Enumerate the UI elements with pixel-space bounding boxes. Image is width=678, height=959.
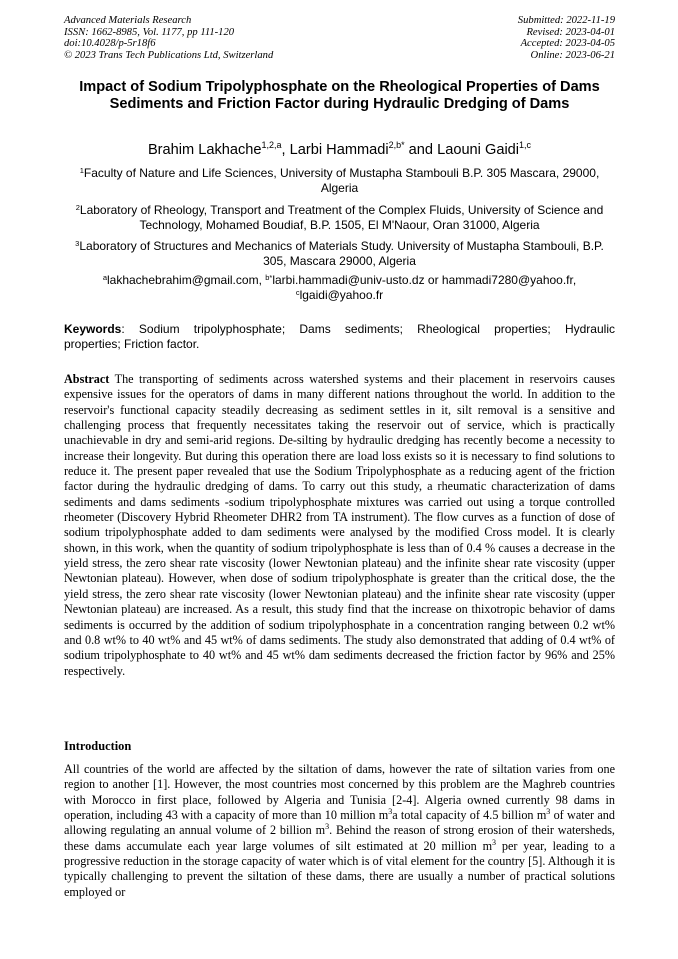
keywords-text: : Sodium tripolyphosphate; Dams sediments; Rheological properties; Hydraulic	[121, 322, 615, 336]
affiliation-text: Laboratory of Structures and Mechanics of Materials Study. University of Mustapha Stambouli, B.P. 305, Mascara 29000, Algeria	[79, 239, 604, 268]
abstract-text: The transporting of sediments across watershed systems and their placement in reservoirs causes expensive issues for the operators of dams in many different nations throughout the world. In addition to the reservoir's functional capacity steadily decreasing as sediment settles in it, silt removal is a sensitive and challenging process that frequently necessitates taking the reservoir out of service, which is practically unachievable in dry and semi-arid regions. De-silting by hydraulic dredging has recently become a necessity to increase their longevity. But during this operation there are load loss exists so it is necessary to find solutions to reduce it. The present paper revealed that use the Sodium Tripolyphosphate as a reducing agent of the friction factor during the hydraulic dredging of dams. To carry out this study, a rheumatic characterization of dams sediments and dams sediments -sodium tripolyphosphate mixtures was carried out using a torque controlled rheometer (Discovery Hybrid Rheometer DHR2 from TA instrument). The flow curves as a function of dose of sodium tripolyphosphate added to dam sediments were analysed by the modified Cross model. It is clearly shown, in this work, when the quantity of sodium tripolyphosphate is less than of 0.4 % causes a decrease in the yield stress, the zero shear rate viscosity (lower Newtonian plateau) and the infinite shear rate viscosity (upper Newtonian plateau). However, when dose of sodium tripolyphosphate is greater than the critical dose, the the yield stress, the zero shear rate viscosity (lower Newtonian plateau) and the infinite shear rate viscosity (upper Newtonian plateau) are increased. As a result, this study find that the increase on thixotropic behavior of dams sediments is occurred by the addition of sodium tripolyphosphate in a concentration ranging between 0.2 wt% and 0.8 wt% to 40 wt% and 45 wt% of dams sediments. The study also demonstrated that adding of 0.4 wt% of sodium tripolyphosphate to 40 wt% and 45 wt% dam sediments decreased the friction factor by 96% and 25% respectively.	[64, 372, 615, 678]
superscript: 3	[492, 837, 497, 847]
author-emails	[64, 273, 615, 303]
author-affiliation-mark: 2,b*	[388, 140, 405, 150]
email-separator: ,	[258, 273, 266, 287]
introduction-paragraph	[64, 762, 615, 900]
author-name: Larbi Hammadi	[289, 142, 389, 158]
accepted-date: Accepted: 2023-04-05	[520, 38, 615, 50]
copyright: © 2023 Trans Tech Publications Ltd, Switzerland	[64, 49, 274, 61]
author-separator: ,	[281, 142, 290, 158]
affiliation-number: 3	[75, 239, 80, 248]
author-name: Laouni Gaidi	[437, 142, 520, 158]
section-heading-introduction: Introduction	[64, 739, 132, 753]
author-affiliation-mark: 1,c	[519, 140, 532, 150]
abstract	[64, 372, 615, 679]
affiliation-number: 1	[79, 166, 84, 175]
paper-title: Impact of Sodium Tripolyphosphate on the Rheological Properties of Dams Sediments and Friction Factor during Hydraulic Dredging of Dams	[79, 79, 600, 113]
email-mark: a	[102, 273, 107, 282]
keywords	[64, 322, 615, 352]
revised-date: Revised: 2023-04-01	[526, 26, 615, 38]
publication-dates	[415, 15, 615, 61]
affiliation-number: 2	[75, 203, 80, 212]
paragraph-text: of water and allowing regulating an annual volume of 2 billion m	[64, 808, 615, 838]
doi: doi:10.4028/p-5r18f6	[64, 38, 156, 50]
superscript: 3	[325, 822, 330, 832]
abstract-label: Abstract	[64, 372, 110, 386]
author-separator: and	[404, 142, 438, 158]
affiliation-text: Faculty of Nature and Life Sciences, University of Mustapha Stambouli B.P. 305 Mascara, 29000, Algeria	[83, 166, 600, 195]
issn: ISSN: 1662-8985, Vol. 1177, pp 111-120	[64, 26, 235, 38]
email-address[interactable]: lgaidi@yahoo.fr	[299, 288, 384, 302]
affiliation	[64, 239, 615, 269]
superscript: 3	[546, 807, 551, 817]
keywords-label: Keywords	[64, 322, 122, 336]
email-address[interactable]: lakhachebrahim@gmail.com	[106, 273, 259, 287]
keywords-line: properties; Friction factor.	[64, 337, 200, 351]
paragraph-text: a total capacity of 4.5 billion m	[392, 808, 547, 823]
author-affiliation-mark: 1,2,a	[261, 140, 282, 150]
paragraph-text: per year, leading to a progressive reduction in the storage capacity of water which is of vital element for the country [5]. Although it is typically challenging to prevent the siltation of these dams, there are usually a number of practical solutions employed or	[64, 838, 615, 899]
affiliation	[64, 203, 615, 233]
superscript: 3	[388, 807, 393, 817]
paragraph-text: . Behind the reason of strong erosion of their watersheds, these dams accumulate each year large volumes of silt estimated at 20 million m	[64, 823, 615, 853]
keywords-line	[64, 322, 615, 337]
affiliation-text: Laboratory of Rheology, Transport and Treatment of the Complex Fluids, University of Science and Technology, Mohamed Boudiaf, B.P. 1505, El M'Naour, Oran 31000, Algeria	[79, 203, 604, 232]
submitted-date: Submitted: 2022-11-19	[517, 15, 615, 26]
journal-name: Advanced Materials Research	[64, 15, 192, 26]
email-address[interactable]: larbi.hammadi@univ-usto.dz or hammadi7280@yahoo.fr,	[272, 273, 577, 287]
email-mark: b*	[265, 273, 273, 282]
online-date: Online: 2023-06-21	[530, 49, 615, 61]
affiliation	[64, 166, 615, 196]
paragraph-text: All countries of the world are affected by the siltation of dams, however the rate of siltation varies from one region to another [1]. However, the most countries most concerned by this problem are the Maghreb countries with Morocco in first place, followed by Algeria and Tunisia [2-4]. Algeria owned currently 98 dams in operation, including 43 with a capacity of more than 10 million m	[64, 762, 615, 823]
author-list	[64, 141, 615, 159]
email-mark: c	[295, 288, 300, 297]
author-name: Brahim Lakhache	[147, 142, 262, 158]
journal-info	[64, 15, 364, 61]
